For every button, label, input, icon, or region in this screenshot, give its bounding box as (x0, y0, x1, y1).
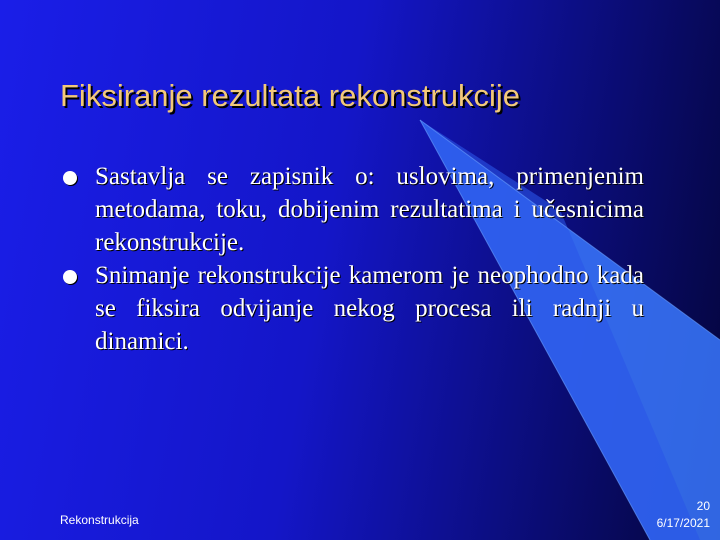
bullet-icon (63, 171, 77, 185)
slide-date: 6/17/2021 (656, 516, 710, 530)
slide-title: Fiksiranje rezultata rekonstrukcije (60, 78, 521, 113)
bullet-list (60, 160, 644, 358)
list-item (60, 259, 644, 358)
bullet-text: Snimanje rekonstrukcije kamerom je neophodno kada se fiksira odvijanje nekog procesa ili radnji u dinamici. (95, 262, 644, 355)
list-item (60, 160, 644, 259)
footer-label: Rekonstrukcija (60, 513, 139, 527)
bullet-icon (63, 270, 77, 284)
footer-info (657, 498, 710, 532)
page-number: 20 (696, 499, 710, 513)
bullet-text: Sastavlja se zapisnik o: uslovima, primenjenim metodama, toku, dobijenim rezultatima i učesnicima rekonstrukcije. (95, 163, 644, 256)
